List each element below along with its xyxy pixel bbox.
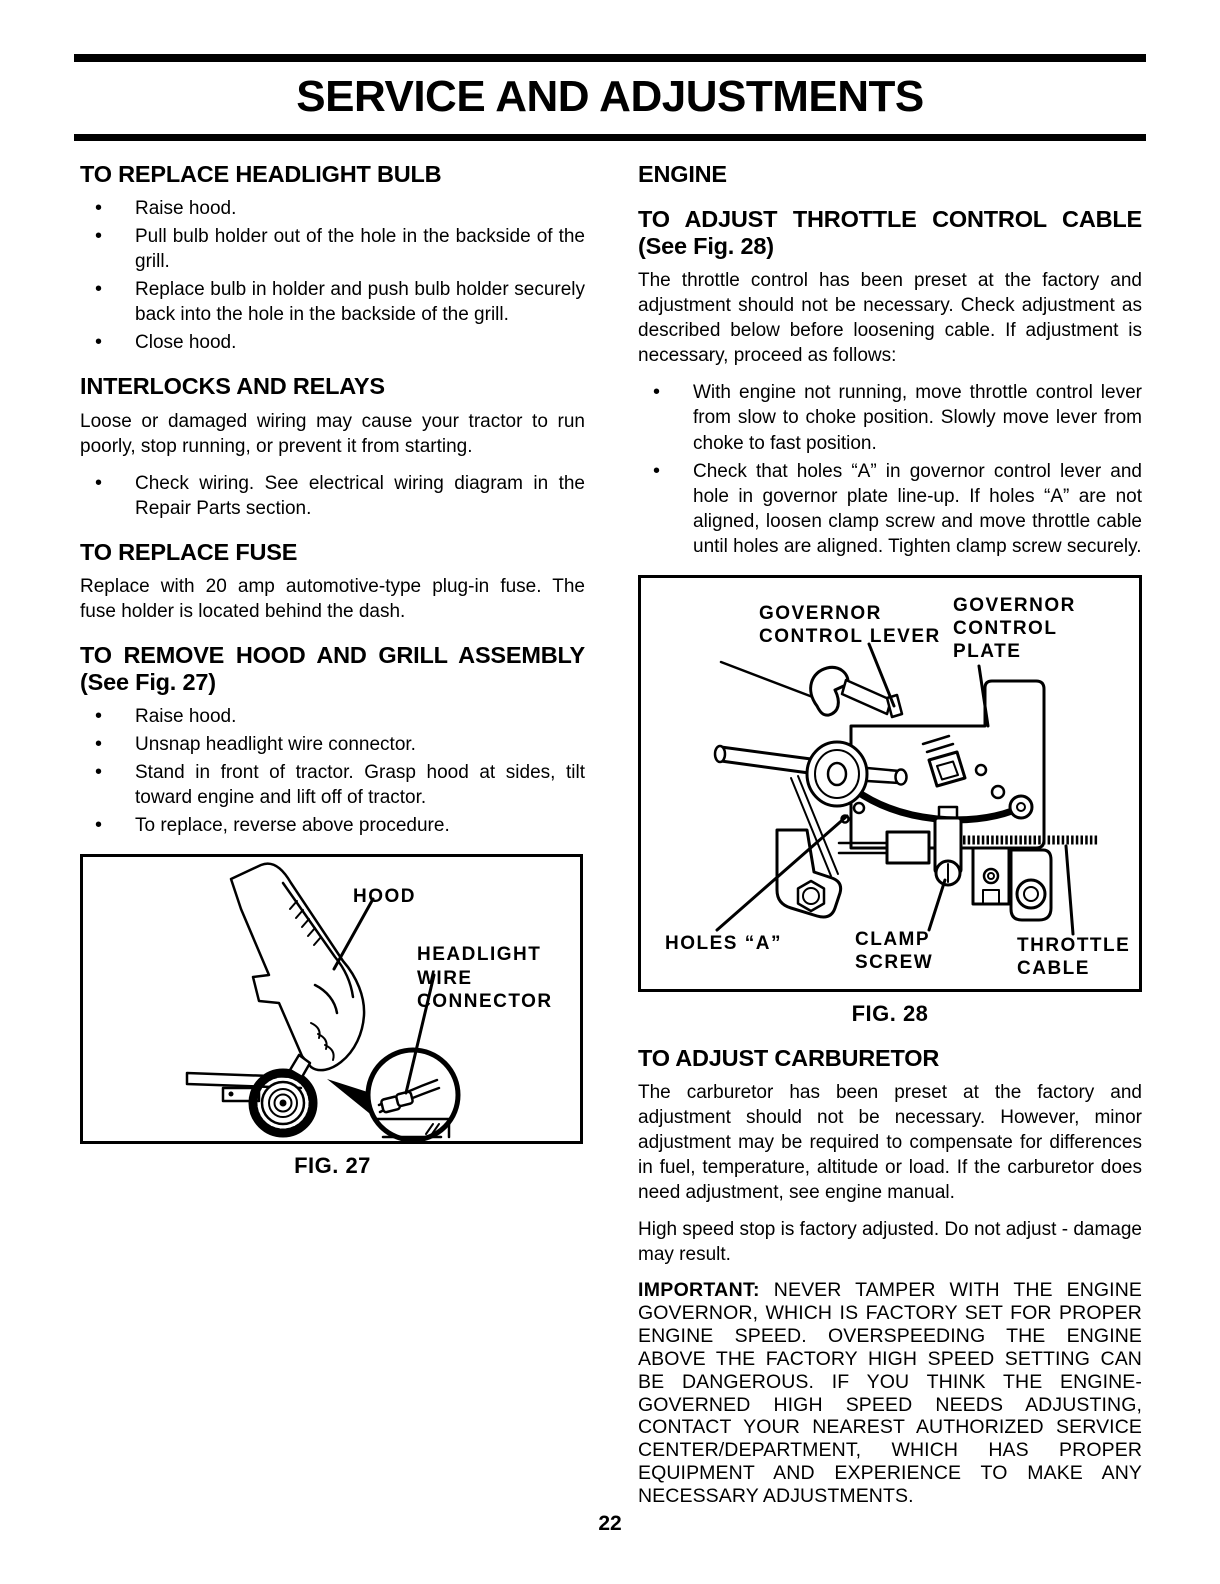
header-rule-bottom: [74, 134, 1146, 141]
page-number: 22: [598, 1512, 622, 1535]
carburetor-para-1: The carburetor has been preset at the factory and adjustment should not be necessary. However, minor adjustment may be required to compensate for differences in fuel, temperature, altitude or load. If the carburetor does need adjustment, see engine manual.: [638, 1081, 1142, 1204]
list-item: • With engine not running, move throttle control lever from slow to choke position. Slowly move lever from choke to fast position.: [638, 380, 1142, 455]
right-column: [638, 159, 1142, 1508]
label-hood: HOOD: [353, 886, 416, 908]
list-item: • Unsnap headlight wire connector.: [80, 732, 585, 757]
clamp-leader-line: [929, 880, 945, 930]
heading-interlocks-relays: INTERLOCKS AND RELAYS: [80, 373, 385, 400]
front-wheel: [250, 1070, 316, 1136]
headlight-bullet-list: [80, 196, 585, 355]
throttle-intro: The throttle control has been preset at the factory and adjustment should not be necessary. Check adjustment as described below before loosening cable. If adjustment is necessary, proceed as follows:: [638, 270, 1142, 367]
carburetor-para-2: High speed stop is factory adjusted. Do not adjust - damage may result.: [638, 1219, 1142, 1266]
figure-28-caption: FIG. 28: [851, 1000, 929, 1026]
heading-adjust-carburetor: TO ADJUST CARBURETOR: [638, 1044, 940, 1071]
label-governor-control-lever: GOVERNOR CONTROL LEVER: [759, 602, 941, 648]
figure-28-frame: [638, 575, 1142, 992]
right-bracket: [973, 848, 1051, 920]
heading-adjust-throttle-cable: TO ADJUST THROTTLE CONTROL CABLE (See Fig. 28): [638, 206, 1142, 260]
list-item: • Raise hood.: [80, 704, 585, 729]
page-body: [0, 141, 1220, 1508]
list-item: • To replace, reverse above procedure.: [80, 813, 585, 838]
label-throttle-cable: THROTTLE CABLE: [1017, 934, 1131, 980]
lower-bracket: [777, 830, 841, 917]
interlocks-intro: Loose or damaged wiring may cause your tractor to run poorly, stop running, or prevent it from starting.: [80, 410, 585, 457]
throttle-bullet-list: [638, 380, 1142, 559]
page-title: SERVICE AND ADJUSTMENTS: [296, 72, 924, 121]
important-label: IMPORTANT:: [638, 1279, 760, 1302]
figure-28: [638, 575, 1142, 1027]
list-item: • Check that holes “A” in governor control lever and hole in governor plate line-up. If holes “A” are not aligned, loosen clamp screw and move throttle cable until holes are aligned. Tighten clamp screw securely.: [638, 459, 1142, 559]
header-rule-top: [74, 54, 1146, 62]
important-notice: [638, 1279, 1142, 1507]
list-item: • Stand in front of tractor. Grasp hood at sides, tilt toward engine and lift off of tractor.: [80, 760, 585, 810]
hood-leader-line: [334, 899, 373, 969]
list-item: • Raise hood.: [80, 196, 585, 221]
left-column: [80, 159, 585, 1179]
list-item: • Pull bulb holder out of the hole in the backside of the grill.: [80, 224, 585, 274]
hood-removal-bullet-list: [80, 704, 585, 838]
list-item: • Check wiring. See electrical wiring diagram in the Repair Parts section.: [80, 471, 585, 521]
label-headlight-wire-connector: HEADLIGHT WIRE CONNECTOR: [417, 944, 553, 1012]
cable-leader-line: [1066, 846, 1073, 934]
hood-shape: [231, 864, 364, 1077]
label-clamp-screw: CLAMP SCREW: [855, 928, 934, 974]
figure-27: [80, 854, 585, 1179]
label-holes-a: HOLES “A”: [665, 932, 782, 954]
figure-27-caption: FIG. 27: [294, 1153, 371, 1179]
heading-engine: ENGINE: [638, 161, 727, 187]
heading-replace-headlight-bulb: TO REPLACE HEADLIGHT BULB: [80, 161, 442, 187]
list-item: • Close hood.: [80, 330, 585, 355]
heading-remove-hood-grill: TO REMOVE HOOD AND GRILL ASSEMBLY (See Fig. 27): [80, 641, 585, 695]
page-header: [0, 0, 1220, 141]
interlocks-bullet-list: [80, 471, 585, 521]
important-text: NEVER TAMPER WITH THE ENGINE GOVERNOR, WHICH IS FACTORY SET FOR PROPER ENGINE SPEED. OVERSPEEDING THE ENGINE ABOVE THE FACTORY HIGH SPEED SETTING CAN BE DANGEROUS. IF YOU THINK THE ENGINE-GOVERNED HIGH SPEED NEEDS ADJUSTING, CONTACT YOUR NEAREST AUTHORIZED SERVICE CENTER/DEPARTMENT, WHICH HAS PROPER EQUIPMENT AND EXPERIENCE TO MAKE ANY NECESSARY ADJUSTMENTS.: [638, 1279, 1142, 1507]
fuse-body: Replace with 20 amp automotive-type plug-in fuse. The fuse holder is located behind the dash.: [80, 575, 585, 622]
label-governor-control-plate: GOVERNOR CONTROL PLATE: [953, 594, 1076, 663]
heading-replace-fuse: TO REPLACE FUSE: [80, 538, 298, 565]
list-item: • Replace bulb in holder and push bulb holder securely back into the hole in the backside of the grill.: [80, 277, 585, 327]
figure-27-frame: [80, 854, 583, 1144]
